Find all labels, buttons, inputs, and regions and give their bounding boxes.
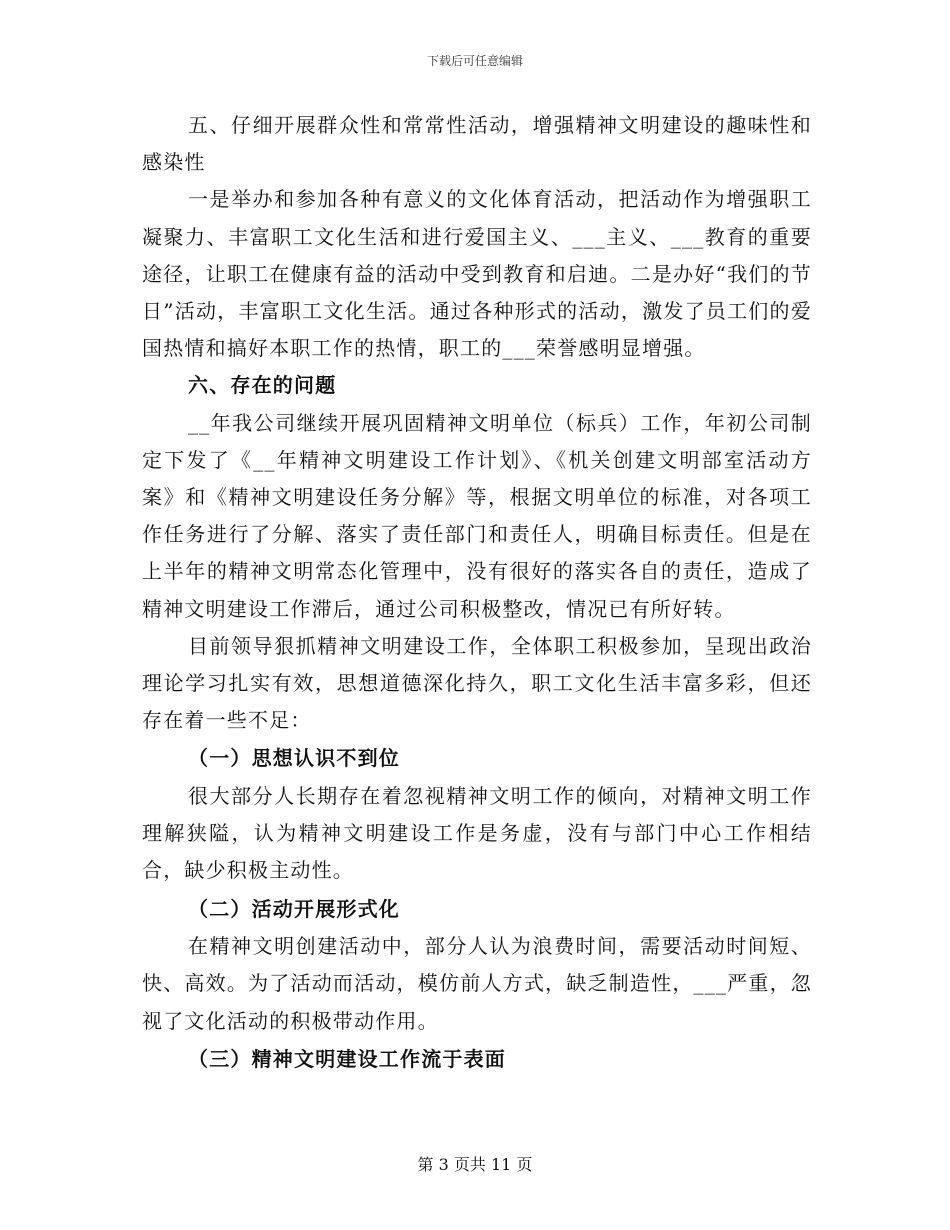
page-header: 下载后可任意编辑 <box>426 54 523 68</box>
document-body <box>142 107 812 1078</box>
paragraph-heading-five: 五、仔细开展群众性和常常性活动，增强精神文明建设的趣味性和感染性 <box>142 113 812 175</box>
paragraph-cultural-activities: 一是举办和参加各种有意义的文化体育活动，把活动作为增强职工凝聚力、丰富职工文化生活和进行爱国主义、___主义、___教育的重要途径，让职工在健康有益的活动中受到教育和启迪。二是办好“我们的节日”活动，丰富职工文化生活。通过各种形式的活动，激发了员工们的爱国热情和搞好本职工作的热情，职工的___荣誉感明显增强。 <box>142 187 812 361</box>
subheading-three: （三）精神文明建设工作流于表面 <box>188 1046 506 1071</box>
paragraph-formalism: 在精神文明创建活动中，部分人认为浪费时间，需要活动时间短、快、高效。为了活动而活动，模仿前人方式，缺乏制造性，___严重，忽视了文化活动的积极带动作用。 <box>142 934 812 1033</box>
subheading-one: （一）思想认识不到位 <box>188 746 400 771</box>
page-number: 第 3 页共 11 页 <box>417 1155 533 1174</box>
paragraph-work-plan: __年我公司继续开展巩固精神文明单位（标兵）工作，年初公司制定下发了《__年精神文明建设工作计划》、《机关创建文明部室活动方案》和《精神文明建设任务分解》等，根据文明单位的标准，对各项工作任务进行了分解、落实了责任部门和责任人，明确目标责任。但是在上半年的精神文明常态化管理中，没有很好的落实各自的责任，造成了精神文明建设工作滞后，通过公司积极整改，情况已有所好转。 <box>142 410 812 621</box>
section-heading-six: 六、存在的问题 <box>188 373 337 398</box>
paragraph-awareness: 很大部分人长期存在着忽视精神文明工作的倾向，对精神文明工作理解狭隘，认为精神文明建设工作是务虚，没有与部门中心工作相结合，缺少积极主动性。 <box>142 784 812 883</box>
paragraph-current-status: 目前领导狠抓精神文明建设工作，全体职工积极参加，呈现出政治理论学习扎实有效，思想道德深化持久，职工文化生活丰富多彩，但还存在着一些不足： <box>142 633 812 733</box>
subheading-two: （二）活动开展形式化 <box>188 896 400 921</box>
